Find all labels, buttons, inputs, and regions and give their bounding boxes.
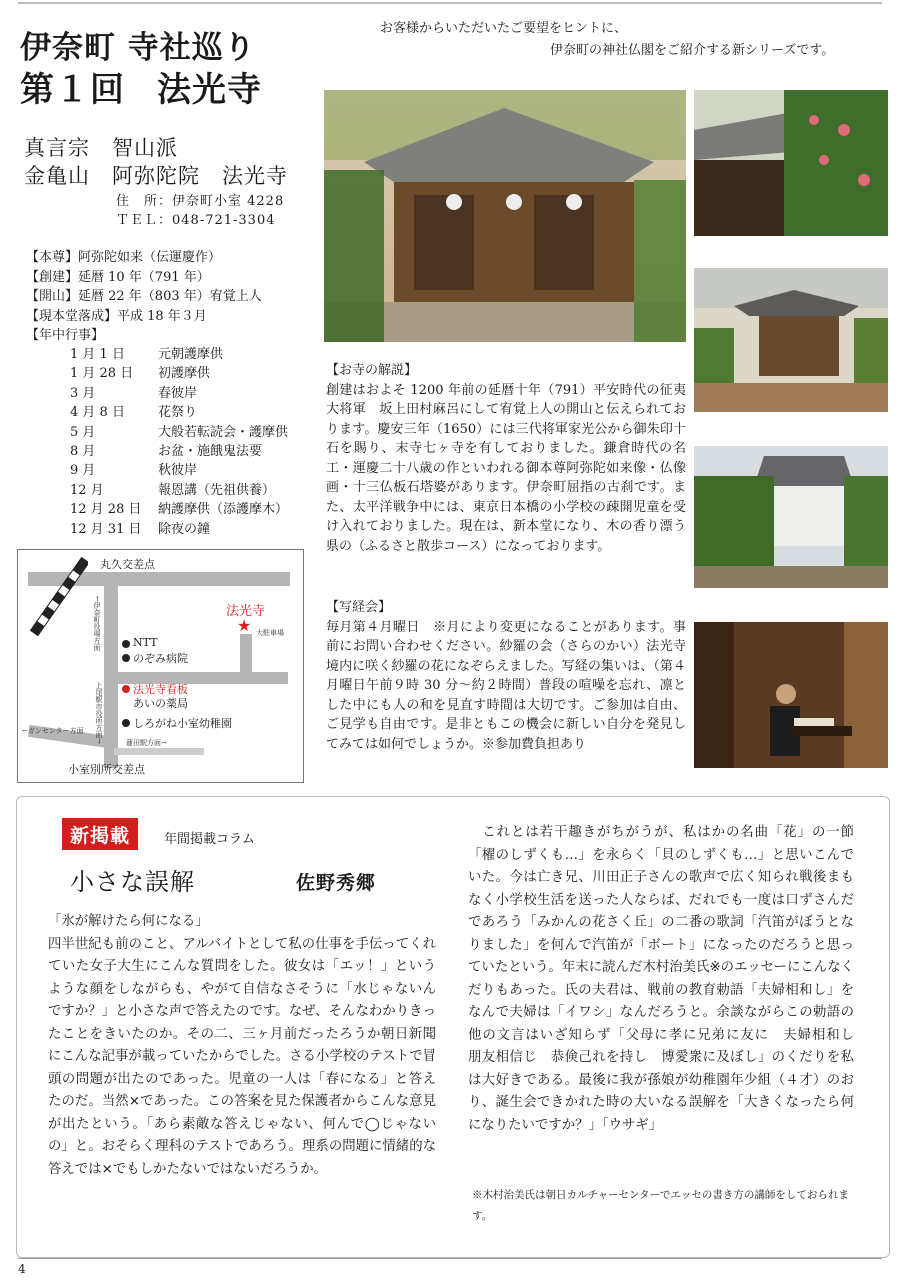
sutra-copying-info — [326, 598, 686, 754]
event-row — [26, 442, 288, 461]
event-name: 大般若転読会・護摩供 — [158, 424, 289, 440]
temple-tel: ＴＥＬ：048-721-3304 — [116, 213, 276, 228]
sect-line-2: 金亀山 阿弥陀院 法光寺 — [24, 164, 288, 188]
fact-founded: 【創建】延暦 10 年（791 年） — [26, 269, 210, 285]
ntt-marker-icon — [122, 640, 130, 648]
sutra-copying-photo — [694, 622, 888, 768]
event-row — [26, 384, 288, 403]
map-road-parking — [240, 634, 252, 678]
map-label-parking: 大駐車場 — [256, 629, 284, 637]
column-text-left: 「氷が解けたら何になる」 四半世紀も前のこと、アルバイトとして私の仕事を手伝ってくれていた女子大生にこんな質問をした。彼女は「エッ！」というような顔をしながらも、やがて自信なさそうに「水じゃないんですか？」と小さな声で答えたのです。なぜ、そんなわかりきったことをきいたのか。その二、三ヶ月前だったろうか朝日新聞にこんな記事が載っていたからでした。さる小学校のテストで冒頭の問題が出たのであった。児童の一人は「春になる」と答えたのだ。当然×であった。この答案を見た保護者からこんな意見が出たという。「あら素敵な答えじゃない、何んで◯じゃないの」と。おそらく理科のテストであろう。理系の問題に情緒的な答えでは×でもしかたないではないだろうか。 — [48, 914, 436, 1177]
event-date: 3 月 — [70, 385, 96, 401]
event-row — [26, 481, 288, 500]
sect-line-1: 真言宗 智山派 — [24, 136, 178, 160]
column-text-right: これとは若干趣きがちがうが、私はかの名曲「花」の一節「櫂のしずくも…」を永らく「貝のしずくも…」と思いこんでいた。今は亡き兄、川田正子さんの歌声で広く知られ戦後まもなく小学校生活を送った人ならば、だれでも一度は口ずさんだであろう「みかんの花さく丘」の二番の歌詞「汽笛がぼうとなりました」を何んで汽笛が「ボート」になったのだろうと思っていたという。年末に読んだ木村治美氏※のエッセーにこんなくだりもあった。氏の夫君は、戦前の教育勅語「夫婦相和し」をなんで夫婦は「イワシ」なんだろうと。余談ながらこの勅語の他の文言はいざ知らず「父母に孝に兄弟に友に 夫婦相和し 朋友相信じ 恭倹己れを持し 博愛衆に及ぼし」のくだりを私は大好きである。最後に我が孫娘が幼稚園年少組（４才）のおり、誕生会できかれた時の大いなる誤解を「大きくなったら何になりたいですか？」「ウサギ」 — [468, 825, 868, 1133]
new-series-badge: 新掲載 — [62, 818, 138, 850]
event-name: 除夜の鐘 — [158, 521, 211, 537]
temple-grounds-photo — [694, 446, 888, 588]
episode-title — [20, 62, 294, 111]
temple-sect — [24, 134, 288, 190]
railway-track — [28, 554, 88, 644]
event-row — [26, 461, 288, 480]
bell-tower-photo — [694, 268, 888, 412]
event-date: 1 月 28 日 — [70, 366, 134, 382]
map-label-pharmacy: あいの薬局 — [133, 697, 188, 710]
map-label-temple: 法光寺 — [226, 604, 266, 619]
episode-number: 第１回 — [20, 70, 125, 110]
fact-events-heading: 【年中行事】 — [26, 328, 105, 343]
event-date: 12 月 — [70, 482, 104, 498]
event-date: 12 月 31 日 — [70, 521, 142, 537]
event-date: 9 月 — [70, 463, 96, 479]
event-date: 1 月 1 日 — [70, 347, 125, 362]
clinic-marker-icon — [122, 654, 130, 662]
map-label-ntt: NTT — [133, 636, 158, 649]
page-number: 4 — [18, 1262, 26, 1276]
column-tag: 年間掲載コラム — [164, 832, 255, 847]
series-title: 伊奈町 寺社巡り — [20, 30, 256, 66]
map-label-to-hasuda: 蓮田駅方面→ — [126, 739, 167, 747]
event-row — [26, 345, 288, 364]
column-author: 佐野秀郷 — [296, 872, 377, 894]
event-name: 花祭り — [158, 405, 198, 421]
gate-and-flowers-photo — [694, 90, 888, 236]
sutra-copying-heading: 【写経会】 — [326, 600, 392, 615]
explanation-body: 創建はおよそ 1200 年前の延暦十年（791）平安時代の征夷大将軍 坂上田村麻呂にして宥覚上人の開山と伝えられております。慶安三年（1650）には三代将軍家光公から御朱印十石を賜り、末寺七ヶ寺を有しておりました。鎌倉時代の名工・運慶二十八歳の作といわれる御本尊阿弥陀如来像・仏像画・十三仏板石塔婆があります。伊奈町屈指の古刹です。また、太平洋戦争中には、東京日本橋の小学校の疎開児童を受け入れておりました。現在は、新本堂になり、木の香り漂う県の（ふるさと散歩コース）になっております。 — [326, 382, 686, 554]
temple-main-hall-photo — [324, 90, 686, 342]
event-row — [26, 500, 288, 519]
event-date: 12 月 28 日 — [70, 502, 142, 518]
intro-line-1: お客様からいただいたご要望をヒントに、 — [380, 21, 628, 36]
top-rule — [18, 2, 882, 4]
access-map — [17, 549, 304, 783]
bottom-rule — [18, 1258, 882, 1259]
fact-honzon: 【本尊】阿弥陀如来（伝運慶作） — [26, 250, 222, 265]
map-label-clinic: のぞみ病院 — [133, 652, 188, 665]
signboard-marker-icon — [122, 685, 130, 693]
map-label-to-cancer-center: ←ガンセンター方面 — [22, 727, 84, 735]
event-date: 5 月 — [70, 424, 96, 440]
event-name: 初護摩供 — [158, 366, 211, 382]
intro-line-2: 伊奈町の神社仏閣をご紹介する新シリーズです。 — [550, 43, 835, 58]
annual-events — [26, 345, 288, 539]
event-date: 8 月 — [70, 444, 96, 460]
event-date: 4 月 8 日 — [70, 405, 125, 421]
temple-explanation — [326, 361, 686, 556]
event-name: 報恩講（先祖供養） — [158, 482, 276, 498]
event-row — [26, 520, 288, 539]
temple-address: 住 所：伊奈町小室 4228 — [116, 194, 285, 209]
temple-contact — [116, 192, 284, 230]
series-intro — [380, 18, 860, 62]
kindergarten-marker-icon — [122, 719, 130, 727]
fact-kaisan: 【開山】延暦 22 年（803 年）宥覚上人 — [26, 289, 262, 304]
map-road-hasuda — [114, 748, 204, 755]
map-label-kindergarten: しろがね小室幼稚園 — [133, 717, 232, 730]
map-label-signboard: 法光寺看板 — [133, 683, 188, 696]
explanation-heading: 【お寺の解説】 — [326, 363, 418, 378]
event-name: お盆・施餓鬼法要 — [158, 444, 263, 460]
event-name: 秋彼岸 — [158, 463, 198, 479]
column-footnote: ※木村治美氏は朝日カルチャーセンターでエッセの書き方の講師をしておられます。 — [472, 1189, 849, 1222]
sutra-copying-body: 毎月第４月曜日 ※月により変更になることがあります。事前にお問い合わせください。紗羅の会（さらのかい）法光寺境内に咲く紗羅の花になぞらえました。写経の集いは、（第４月曜日午前９時 30 分〜約２時間）普段の喧噪を忘れ、凛とした中にも人の和を見直す時間は大切です。ご参加は自由、ご見学も自由です。是非ともこの機会に新しい自分を発見してみては如何でしょうか。※参加費負担あり — [326, 619, 686, 752]
event-name: 春彼岸 — [158, 385, 198, 401]
map-label-to-ageo: 上尾駅市役所方面→ — [95, 682, 103, 744]
map-label-to-town-hall: ←伊奈町役場方面 — [93, 596, 101, 651]
map-label-top-junction: 丸久交差点 — [100, 558, 155, 571]
event-row — [26, 423, 288, 442]
event-row — [26, 403, 288, 422]
event-row — [26, 364, 288, 383]
event-name: 納護摩供（添護摩木） — [158, 502, 289, 518]
event-name: 元朝護摩供 — [158, 347, 224, 362]
map-label-bottom-junction: 小室別所交差点 — [68, 763, 145, 776]
fact-hondo: 【現本堂落成】平成 18 年３月 — [26, 308, 207, 324]
temple-star-icon: ★ — [237, 616, 252, 635]
temple-facts — [26, 248, 262, 346]
temple-name-title: 法光寺 — [157, 70, 262, 110]
column-title: 小さな誤解 — [70, 868, 195, 896]
